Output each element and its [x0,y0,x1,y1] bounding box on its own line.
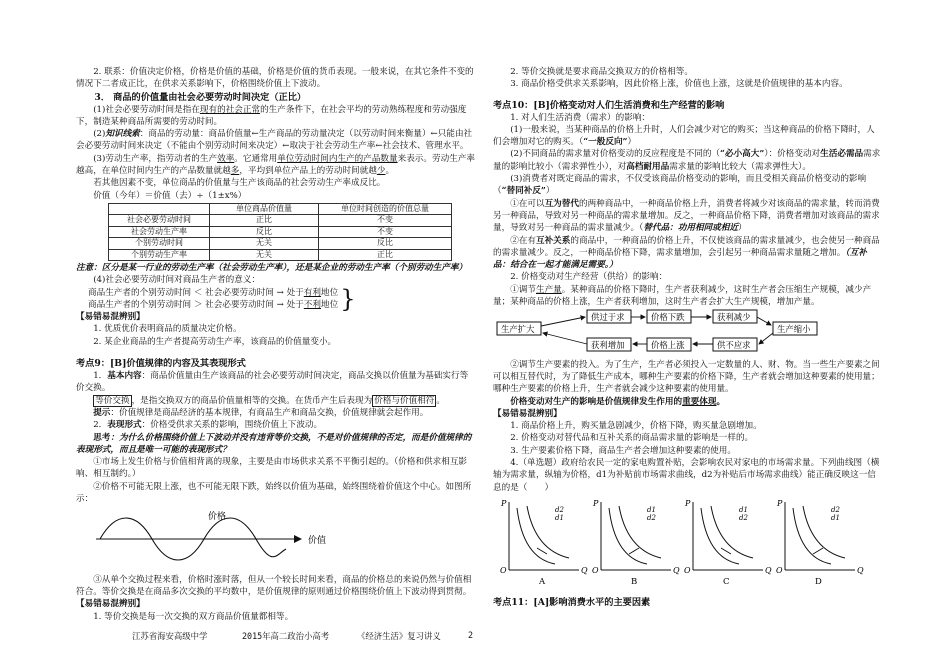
graph-option-label: D [815,576,822,587]
table-row [109,238,452,249]
table-cell: 不变 [319,215,452,226]
table-cell: 反比 [319,238,452,249]
table-cell: 反比 [210,226,319,237]
graph-demand-curve [517,508,555,564]
section-heading-value-quantity: 3． 商品的价值量由社会必要劳动时间决定（正比） [94,91,307,103]
flow-text-expand: 生产扩大 [501,324,535,335]
wave-value-label: 价值 [308,536,327,547]
demand-curve-graphs [493,494,883,590]
paragraph-factor-adjustment: ②调节生产要素的投入。为了生产，生产者必须投入一定数量的人、财、物。当一些生产要素之间可以相互替代时，为了降低生产成本，哪种生产要素的价格下降，生产者就会增加这种要素的使用量；哪种生产要素的价格上升，生产者就会减少这种要素的使用量。 [493,359,880,395]
mistake-item: 1. 优质优价表明商品的质量决定价格。 [93,324,242,335]
paragraph-labor-productivity: (3)劳动生产率，指劳动者的生产效率。它通常用单位劳动时间内生产的产品数量来表示。劳动生产率越高，在单位时间内生产的产品数量就越多，平均到单位产品上的劳动时间就越少。 [76,153,475,177]
paragraph-value-price-link: 2. 联系：价值决定价格，价格是价值的基础，价格是价值的货币表现。一般来说，在其它条件不变的情况下二者成正比，在供求关系影响下，价格围绕价值上下波动。 [76,67,474,90]
graph-curve-label: d2 [647,513,656,522]
paragraph-knowledge-clue: (2)知识线索：商品的劳动量：商品价值量←生产商品的劳动量决定（以劳动时间来衡量）←只能由社会必要劳动时间来决定（不能由个别劳动时间来决定）←取决于社会劳动生产率←社会技术、管理水平。 [76,129,473,152]
graph-option-label: B [631,576,638,587]
footer-school: 江苏省海安高级中学 [132,631,208,641]
unfavorable-position-line: 商品生产者的个别劳动时间 ＞ 社会必要劳动时间 → 处于不利地位 [88,299,339,310]
graph-curve-label: d2 [739,513,748,522]
mistake-item: 2. 某企业商品的生产者提高劳动生产率，该商品的价值量变小。 [93,336,337,347]
flow-text-shrink: 生产缩小 [777,324,811,335]
paragraph-value-law-embodiment: 价格变动对生产的影响是价值规律发生作用的重要体现。 [510,396,726,407]
paragraph-consumption-effect: 1. 对人们生活消费（需求）的影响： [510,112,651,123]
graph-curve-label: d1 [555,513,564,522]
graph-curve-label: d1 [831,513,840,522]
flow-text-profit-up: 获利增加 [591,340,625,351]
table-cell: 社会必要劳动时间 [109,215,210,226]
graph-curve-label: d1 [647,505,656,514]
table-cell: 正比 [210,215,319,226]
table-cell: 个别劳动时间 [109,238,210,249]
flow-arrow [543,333,587,344]
paragraph-point-3: ③从单个交换过程来看，价格时涨时落，但从一个较长时间来看，商品的价格总的来说仍然与价值相符合。等价交换是在商品多次交换的平均数中，是价值规律的原则通过价格围绕价值上下波动得到贯彻。 [76,574,472,597]
section-heading-consumption-level: 考点11：[A]影响消费水平的主要因素 [493,597,651,609]
producer-position-pair [88,284,476,313]
flow-text-undersupply: 供不应求 [717,340,751,351]
paragraph-related-goods: (3)消费者对既定商品的需求，不仅受该商品价格变动的影响，而且受相关商品价格变动的影响（“替同补反”） [493,174,867,197]
paragraph-general-reverse: (1)一般来说，当某种商品的价格上升时，人们会减少对它的购买；当这种商品的价格下降时，人们会增加对它的购买。（“一般反向”） [493,124,875,148]
mistake-section-title: 【易错易混辨别】 [76,312,145,323]
flow-arrow [759,333,773,344]
graph-axis-q-label: Q [857,565,864,575]
graph-option-label: A [539,576,546,587]
graph-curve-label: d1 [739,505,748,514]
graph-axis-q-label: Q [765,565,772,575]
labor-value-table [108,203,452,261]
paragraph-substitutes: ①在可以互为替代的两种商品中，一种商品价格上升，消费者将减少对该商品的需求量，转而消费另一种商品，导致对另一种商品的需求量增加。反之，一种商品价格下降，消费者增加对该商品的需求量，导致对另一种商品的需求量减少。（替代品：功用相同或相近） [493,198,880,234]
graph-axis-q-label: Q [673,565,680,575]
right-column [493,66,883,609]
paragraph-inverse-ratio: 若其他因素不变，单位商品的价值量与生产该商品的社会劳动生产率成反比。 [93,178,386,189]
flow-text-price-up: 价格上涨 [651,340,685,351]
mistake-item: 1. 等价交换是每一次交换的双方商品价值量都相等。 [93,611,294,622]
flowchart-boxes [497,310,817,351]
graph-curve-label: d2 [555,505,564,514]
graph-demand-curve [701,508,739,564]
question-4: 4.（单选题）政府给农民一定的家电购置补贴，会影响农民对家电的市场需求量。下列曲线图（横轴为需求量，纵轴为价格，d1为补贴前市场需求曲线，d2为补贴后市场需求曲线）能正确反映这一信息的是（ ） [493,458,880,493]
paragraph-form: 2．表现形式：价格受供求关系的影响，围绕价值上下波动。 [93,420,323,431]
mistake-section-title: 【易错易混辨别】 [76,599,145,610]
graph-axis-p-label: P [593,498,599,508]
section-heading-value-law: 考点9：[B]价值规律的内容及其表现形式 [76,358,246,370]
graph-option-label: C [723,576,730,587]
table-cell: 不变 [319,226,452,237]
mistake-item: 2. 价格变动对替代品和互补关系的商品需求量的影响是一样的。 [510,433,754,444]
graph-origin-label: O [684,565,691,575]
graph-shift-arrow [721,548,731,554]
brace-symbol: } [340,284,356,313]
paragraph-meaning-to-producers: (4)社会必要劳动时间对商品生产者的意义： [93,275,261,286]
paragraph-point-2: ②价格不可能无限上涨，也不可能无限下跌，始终以价值为基础，始终围绕着价值这个中心。如图所示： [76,481,472,505]
price-value-wave-figure [76,505,476,569]
paragraph-think: 思考：为什么价格围绕价值上下波动并没有违背等价交换，不是对价值规律的否定，而是价值规律的表现形式，而且是唯一可能的表现形式？ [76,432,472,455]
graph-demand-curve [793,508,831,564]
paragraph-elasticity: (2)不同商品的需求量对价格变动的反应程度是不同的（“必小高大”）：价格变动对生活必需品需求量的影响比较小（需求弹性小），对高档耐用品需求量的影响比较大（需求弹性大）。 [493,149,881,172]
table-cell: 无关 [210,249,319,260]
table-cell: 个别劳动生产率 [109,249,210,260]
paragraph-complements: ②在有互补关系的商品中，一种商品的价格上升，不仅使该商品的需求量减少，也会使另一种商品的需求量减少。反之，一种商品价格下降，需求量增加，会引起另一种商品需求量随之增加。（互补品：结合在一起才能满足需要。） [493,235,880,271]
flow-text-price-down: 价格下跌 [651,312,685,323]
graph-axis-p-label: P [685,498,691,508]
table-row [109,215,452,226]
graph-origin-label: O [776,565,783,575]
value-formula: 价值（今年）＝价值（去）÷（1±x%） [93,190,247,201]
footer-page-number: 2 [468,630,474,640]
paragraph-production-effect: 2. 价格变动对生产经营（供给）的影响： [510,272,668,283]
flow-text-profit-down: 获利减少 [717,312,751,323]
mistake-section-title: 【易错易混辨别】 [493,408,562,419]
paragraph-output-adjustment: ①调节生产量。某种商品的价格下降时，生产者获利减少，这时生产者会压缩生产规模，减少产量；某种商品的价格上涨，生产者获利增加，这时生产者会扩大生产规模，增加产量。 [493,284,872,308]
graph-axis-p-label: P [501,498,507,508]
favorable-position-line: 商品生产者的个别劳动时间 ＜ 社会必要劳动时间 → 处于有利地位 [88,287,339,298]
footer-exam: 2015年高二政治小高考 [242,631,330,641]
flow-arrow [757,317,771,325]
value-axis-arrow [294,535,302,543]
left-column [76,66,476,623]
graph-origin-label: O [592,565,599,575]
mistake-item: 3. 商品价格受供求关系影响，因此价格上涨，价值也上涨，这就是价值规律的基本内容。 [510,79,848,90]
table-cell: 无关 [210,238,319,249]
market-cycle-flowchart [493,308,883,354]
paragraph-hint: 提示：价值规律是商品经济的基本规律，有商品生产和商品交换，价值规律就会起作用。 [93,407,429,418]
paragraph-point-1: ①市场上发生价格与价值相背离的现象，主要是由市场供求关系不平衡引起的。（价格和供求相互影响、相互制约。） [76,457,468,480]
table-row [109,226,452,237]
note-productivity: 注意：区分是某一行业的劳动生产率（社会劳动生产率），还是某企业的劳动生产率（个别劳动生产率） [76,263,468,273]
graph-curve-label: d2 [831,505,840,514]
footer-book: 《经济生活》复习讲义 [357,631,441,641]
graph-shift-arrow [813,548,823,554]
mistake-item: 3. 生产要素价格下降，商品生产者会增加这种要素的使用。 [510,445,736,456]
graph-axis-p-label: P [777,498,783,508]
paragraph-social-necessary-time: (1)社会必要劳动时间是指在现有的社会正常的生产条件下，在社会平均的劳动熟练程度和劳动强度下，制造某种商品所需要的劳动时间。 [76,104,467,127]
table-header-row [109,203,452,214]
mistake-item: 2. 等价交换就是要求商品交换双方的价格相等。 [510,67,693,77]
graph-origin-label: O [500,565,507,575]
flow-arrow [541,317,585,326]
paragraph-equal-exchange: 等价交换 ，是指交换双方的商品价值量相等的交换。在货币产生后表现为 价格与价值相符 。 [95,395,445,406]
table-header-cell [109,203,210,214]
graph-shift-arrow [537,548,547,554]
table-header-cell: 单位时间创造的价值总量 [319,203,452,214]
table-header-cell: 单位商品价值量 [210,203,319,214]
wave-price-label: 价格 [208,512,227,523]
graph-shift-arrow [629,548,639,554]
table-cell: 社会劳动生产率 [109,226,210,237]
flow-text-oversupply: 供过于求 [591,312,625,323]
graph-demand-curve [609,508,647,564]
mistake-item: 1. 商品价格上升，购买量急剧减少，价格下降，购买量急剧增加。 [510,421,762,432]
table-row [109,249,452,260]
table-cell: 正比 [319,249,452,260]
paragraph-basic-content: 1．基本内容：商品价值量由生产该商品的社会必要劳动时间决定，商品交换以价值量为基础实行等价交换。 [76,371,469,394]
section-heading-price-change: 考点10：[B]价格变动对人们生活消费和生产经营的影响 [493,99,725,111]
graph-axis-q-label: Q [581,565,588,575]
